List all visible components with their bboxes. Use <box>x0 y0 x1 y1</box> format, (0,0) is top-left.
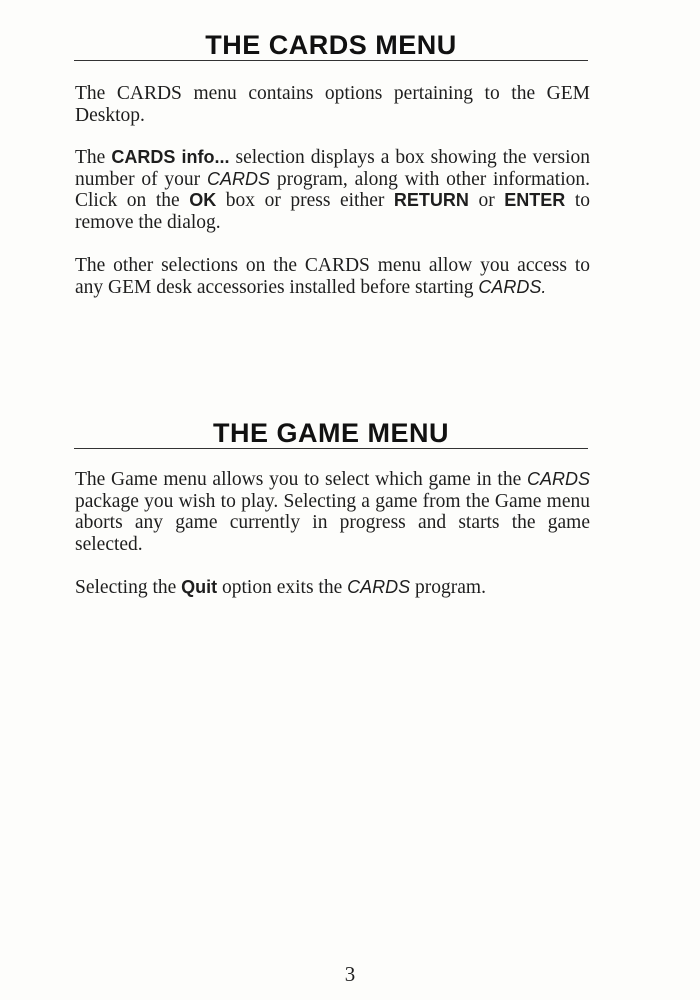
enter-key-label: ENTER <box>504 190 566 210</box>
menu-item-quit: Quit <box>181 577 218 597</box>
program-name: CARDS <box>526 469 590 489</box>
return-key-label: RETURN <box>393 190 469 210</box>
text-segment: The Game menu allows you to select which game in the <box>75 469 527 490</box>
ok-box-label: OK <box>189 190 217 210</box>
menu-item-cards-info: CARDS info... <box>111 147 230 167</box>
text-segment: program. <box>410 577 486 598</box>
game-menu-paragraph <box>75 469 590 555</box>
text-segment: program, along with other information. Click on the <box>75 168 590 211</box>
text-segment: package you wish to play. Selecting a game from the Game menu aborts any game currently in progress and starts the game selected. <box>75 490 590 555</box>
text-segment: The CARDS menu contains options pertaining to the GEM Desktop. <box>75 83 590 126</box>
text-segment: Selecting the <box>75 577 182 598</box>
text-segment: option exits the <box>217 577 348 598</box>
text-segment: selection displays a box showing the version number of your <box>75 147 590 190</box>
quit-option-paragraph <box>75 577 590 599</box>
program-name: CARDS. <box>478 276 547 297</box>
page-number: 3 <box>344 962 356 986</box>
program-name: CARDS <box>347 577 411 597</box>
text-segment: or <box>468 190 505 211</box>
game-menu-heading: THE GAME MENU <box>74 418 588 449</box>
text-segment: The <box>75 147 112 168</box>
cards-info-paragraph <box>75 147 590 233</box>
program-name: CARDS <box>207 168 271 189</box>
text-segment: The other selections on the CARDS menu allow you access to any GEM desk accessories installed before starting <box>75 255 590 298</box>
cards-menu-intro-paragraph <box>75 83 590 126</box>
text-segment: box or press either <box>216 190 394 211</box>
cards-menu-heading: THE CARDS MENU <box>74 30 588 61</box>
desk-accessories-paragraph <box>75 255 590 298</box>
text-segment: to remove the dialog. <box>75 190 590 233</box>
